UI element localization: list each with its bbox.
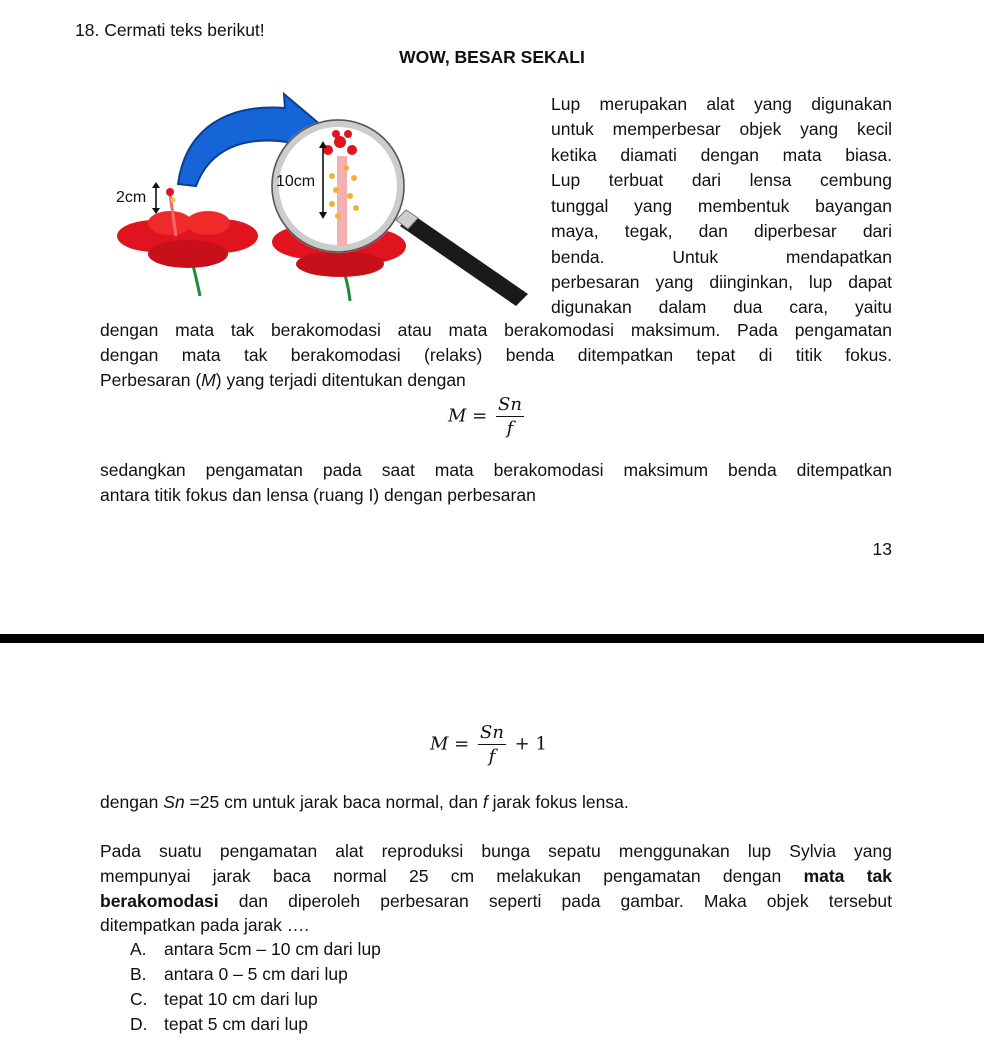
page-divider xyxy=(0,634,984,643)
intro-wrap-line: perbesaran yang diinginkan, lup dapat xyxy=(551,272,892,292)
formula-relaxed: M = $\frac{Sn}{f}$ xyxy=(448,394,522,439)
problem-line-1: Pada suatu pengamatan alat reproduksi bunga sepatu menggunakan lup Sylvia yang xyxy=(100,841,892,861)
intro-wrap-line: maya, tegak, dan diperbesar dari xyxy=(551,221,892,241)
magnifier-handle xyxy=(400,214,528,306)
page-number: 13 xyxy=(872,539,892,559)
small-size-label: 2cm xyxy=(116,189,147,206)
intro-line-10: dengan mata tak berakomodasi atau mata berakomodasi maksimum. Pada pengamatan xyxy=(100,320,892,340)
small-size-marker xyxy=(152,182,160,214)
option-b[interactable]: B. antara 0 – 5 cm dari lup xyxy=(130,964,348,984)
intro-wrap-line: ketika diamati dengan mata biasa. xyxy=(551,145,892,165)
option-d[interactable]: D. tepat 5 cm dari lup xyxy=(130,1014,308,1034)
option-c[interactable]: C. tepat 10 cm dari lup xyxy=(130,989,318,1009)
large-size-label: 10cm xyxy=(276,173,316,190)
intro-wrap-line: tunggal yang membentuk bayangan xyxy=(551,196,892,216)
problem-line-3: berakomodasi dan diperoleh perbesaran seperti pada gambar. Maka objek tersebut xyxy=(100,891,892,911)
formula-max-accommodation: M = $\frac{Sn}{f}$ + 1 xyxy=(430,722,547,767)
perbesaran-intro: Perbesaran (M) yang terjadi ditentukan dengan xyxy=(100,370,466,390)
intro-wrap-line: untuk memperbesar objek yang kecil xyxy=(551,119,892,139)
maks-line-1: sedangkan pengamatan pada saat mata berakomodasi maksimum benda ditempatkan xyxy=(100,460,892,480)
intro-wrap-line: benda. Untuk mendapatkan xyxy=(551,247,892,267)
sn-definition: dengan Sn =25 cm untuk jarak baca normal, dan f jarak fokus lensa. xyxy=(100,792,629,812)
problem-line-4: ditempatkan pada jarak …. xyxy=(100,915,310,935)
article-heading: WOW, BESAR SEKALI xyxy=(399,47,585,67)
intro-wrap-line: digunakan dalam dua cara, yaitu xyxy=(551,297,892,317)
option-a[interactable]: A. antara 5cm – 10 cm dari lup xyxy=(130,939,381,959)
question-number-title: 18. Cermati teks berikut! xyxy=(75,20,265,40)
intro-wrap-line: Lup merupakan alat yang digunakan xyxy=(551,94,892,114)
intro-line-11: dengan mata tak berakomodasi (relaks) benda ditempatkan tepat di titik fokus. xyxy=(100,345,892,365)
intro-wrap-line: Lup terbuat dari lensa cembung xyxy=(551,170,892,190)
magnifier-flower-figure xyxy=(100,86,545,316)
problem-line-2: mempunyai jarak baca normal 25 cm melakukan pengamatan dengan mata tak xyxy=(100,866,892,886)
maks-line-2: antara titik fokus dan lensa (ruang I) dengan perbesaran xyxy=(100,485,536,505)
